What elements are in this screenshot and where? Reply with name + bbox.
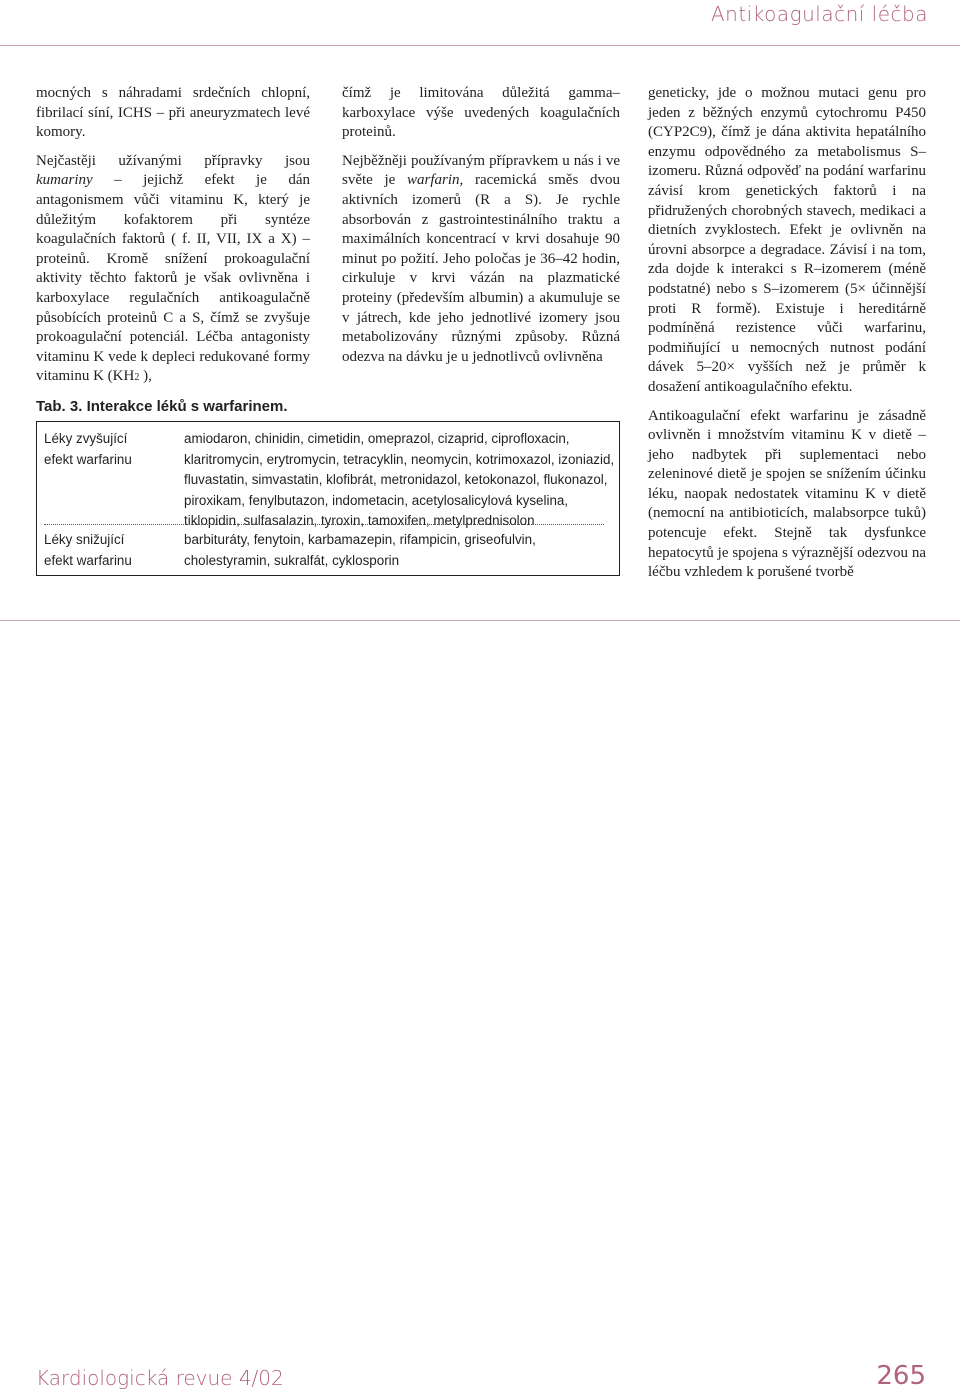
text-run: – jejichž efekt je dán antagonismem vůči vitaminu K, který je důležitým kofaktorem při syntéze koagulačních faktorů ( f. II, VII, IX a X) – proteinů. Kromě snížení prokoagulační aktivity těchto faktorů je však ovlivněna i karboxylace regulačních antikoagulačně působících proteinů C a S, čímž se zvyšuje prokoagulační potenciál. Léčba antagonisty vitaminu K vede k depleci redukované formy vitaminu K (KH [36,172,310,385]
paragraph: Antikoagulační efekt warfarinu je zásadně ovlivněn i množstvím vitaminu K v dietě – jeho nadbytek při suplementaci nebo zeleninové dietě je spojen se snížením účinku léku, naopak nedostatek vitaminu K v dietě (nemocní na antibioticích, malabsorpce tuků) potencuje efekt. Stejně tak dysfunkce hepatocytů je spojena s výraznější odezvou na léčbu vzhledem k porušené tvorbě [648,407,926,581]
table-row-value: amiodaron, chinidin, cimetidin, omeprazol, cizaprid, ciprofloxacin, klaritromycin, erytromycin, tetracyklin, neomycin, kotrimoxazol, izoniazid, fluvastatin, simvastatin, klofibrát, metronidazol, ketokonazol, flukonazol, piroxikam, fenylbutazon, indometacin, acetylosalicylová kyselina, tiklopidin, sulfasalazin, tyroxin, tamoxifen, metylprednisolon [184,431,615,528]
label-line: Léky zvyšující [44,431,128,446]
footer-page-number: 265 [876,1361,926,1391]
paragraph: geneticky, jde o možnou mutaci genu pro jeden z běžných enzymů cytochromu P450 (CYP2C9), čímž je dána aktivita hepatálního enzymu odpovědného za metabolismus S–izomeru. Různá odpověď na podání warfarinu závisí krom genetických faktorů i na přidružených chorobných stavech, medikaci a dietních zvyklostech. Efekt je ovlivněn na úrovni absorpce a degradace. Závisí i na tom, zda dojde k interakci s R–izomerem (méně podstatné) nebo s S–izomerem (5× účinnější proti R formě). Existuje i hereditárně podmíněná rezistence vůči warfarinu, podmiňující u nemocných nutnost podání dávek 5–20× vyšších než je průměr k dosažení antikoagulačního efektu. [648,85,926,395]
table-row-divider [44,524,604,525]
table-row-value: barbituráty, fenytoin, karbamazepin, rifampicin, griseofulvin, cholestyramin, sukralfát, cyklosporin [184,532,536,568]
text-column-2 [342,84,620,376]
text-column-3 [648,84,926,592]
running-header-title: Antikoagulační léčba [710,2,928,26]
paragraph: čímž je limitována důležitá gamma–karboxylace výše uvedených koagulačních proteinů. [342,85,620,141]
emphasis-text: kumariny [36,172,93,189]
label-line: Léky snižující [44,532,125,547]
drug-interaction-table [36,421,620,576]
footer-journal-name: Kardiologická revue 4/02 [36,1366,284,1390]
text-run: racemická směs dvou aktivních izomerů (R a S). Je rychle absorbován z gastrointestinálního traktu a maximálních koncentrací v krvi dosahuje 90 minut po požití. Jeho poločas je 36–42 hodin, cirkuluje v krvi vázán na plazmatické proteiny (především albumin) a akumuluje se v játrech, kde jeho jednotlivé izomery jsou metabolizovány různými způsoby. Různá odezva na dávku je u jednotlivců ovlivněna [342,172,620,365]
text-column-1 [36,84,310,397]
text-run: Nejběžněji používaným přípravkem u nás i ve světe je [342,152,620,189]
paragraph [342,152,620,368]
subscript: 2 [134,372,140,384]
table-row-label [44,530,174,571]
label-line: efekt warfarinu [44,451,132,467]
paragraph [36,152,310,388]
emphasis-text: warfarin, [407,172,464,189]
header-divider [0,45,960,46]
paragraph: mocných s náhradami srdečních chlopní, fibrilací síní, ICHS – při aneuryzmatech levé komory. [36,85,310,141]
content-divider [0,620,960,621]
table-row-label [44,429,174,470]
text-run: ), [139,368,152,385]
table-caption: Tab. 3. Interakce léků s warfarinem. [36,398,288,415]
text-run: Nejčastěji užívanými přípravky jsou [36,152,310,169]
label-line: efekt warfarinu [44,552,132,568]
